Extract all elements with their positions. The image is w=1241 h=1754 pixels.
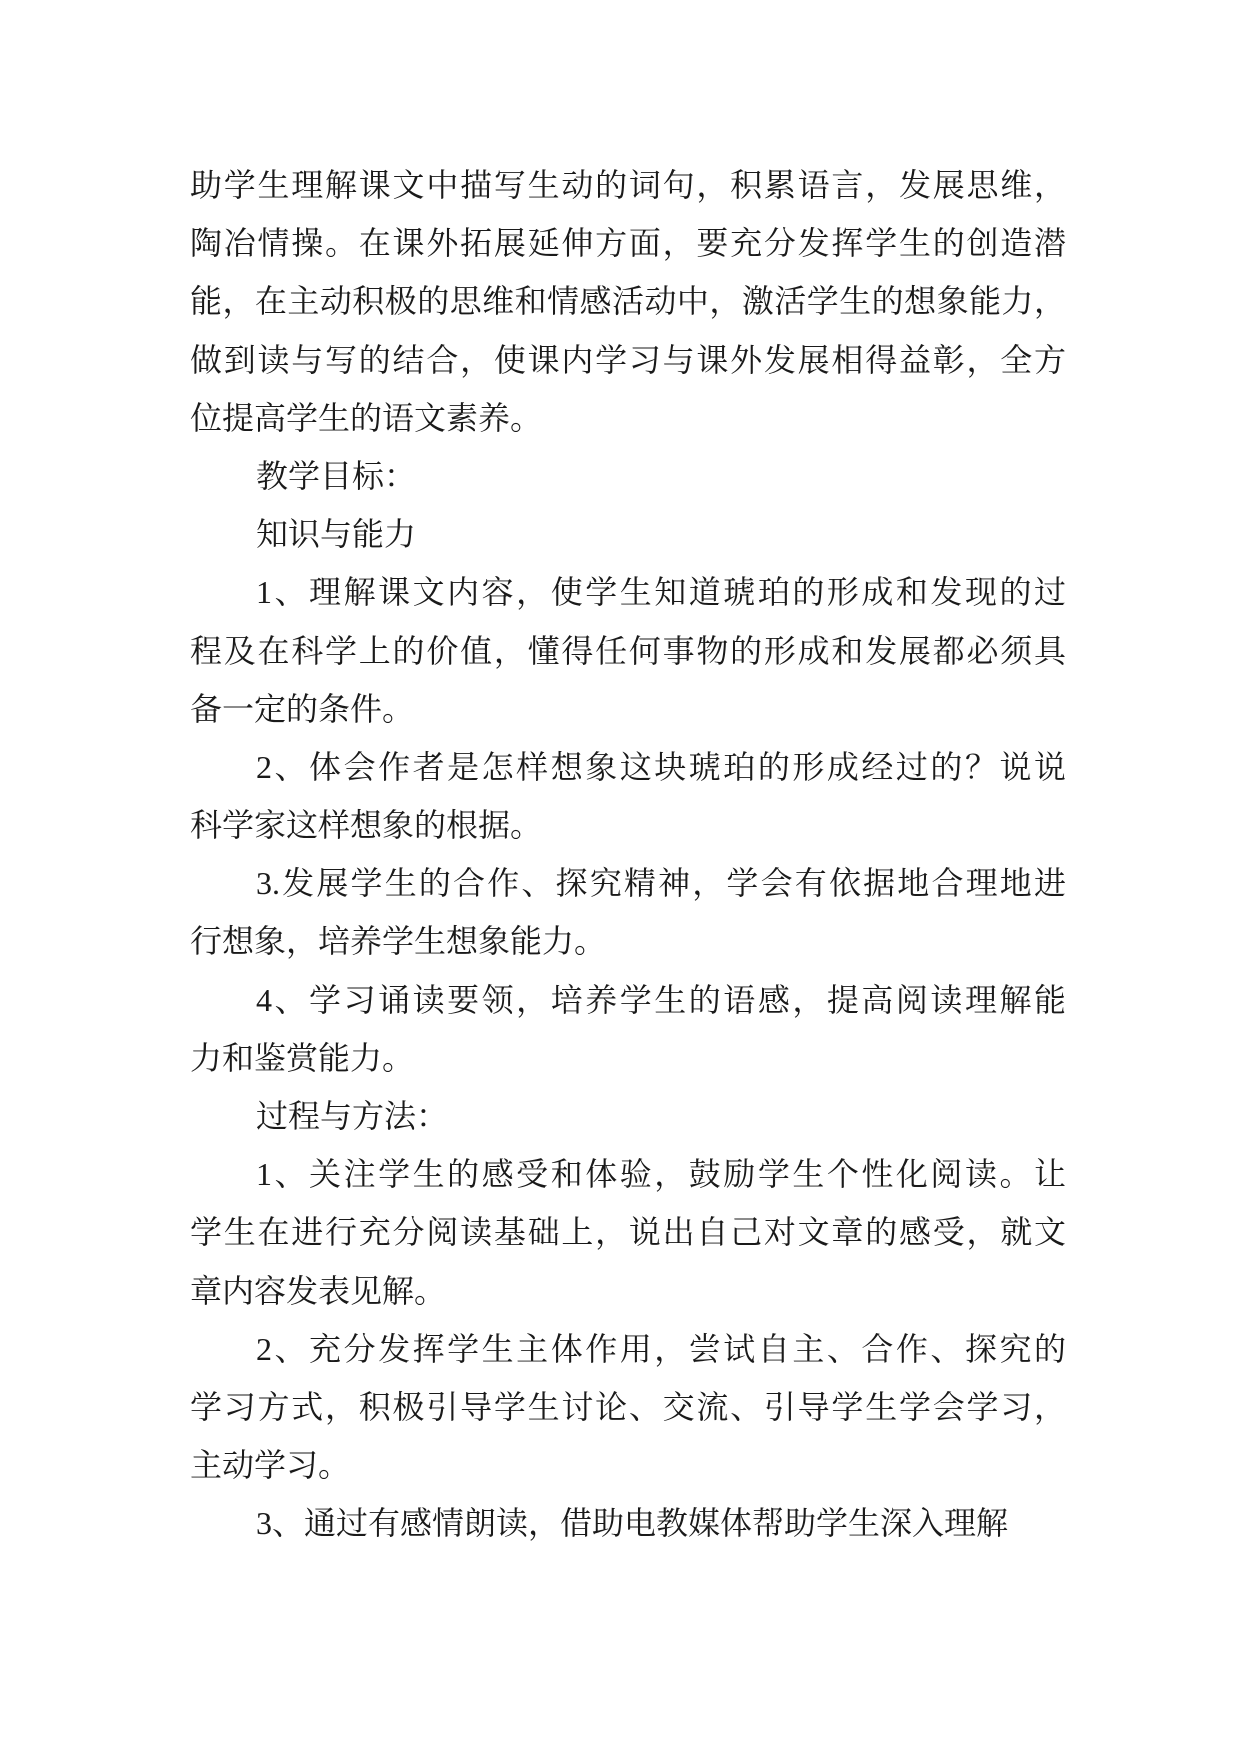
text-line: 1、理解课文内容，使学生知道琥珀的形成和发现的过 [256,574,1066,611]
text-line: 能，在主动积极的思维和情感活动中，激活学生的想象能力， [190,283,1066,320]
text-line: 力和鉴赏能力。 [190,1039,415,1076]
text-line: 章内容发表见解。 [190,1272,447,1309]
text-line: 行想象，培养学生想象能力。 [190,923,607,960]
document-text-block [190,156,1066,1553]
text-line: 4、学习诵读要领，培养学生的语感，提高阅读理解能 [256,981,1066,1018]
text-line: 教学目标： [256,457,417,494]
text-line: 学生在进行充分阅读基础上，说出自己对文章的感受，就文 [190,1214,1066,1251]
text-line: 备一定的条件。 [190,690,415,727]
text-line: 3、通过有感情朗读，借助电教媒体帮助学生深入理解 [256,1505,1009,1542]
text-line: 程及在科学上的价值，懂得任何事物的形成和发展都必须具 [190,632,1066,669]
text-line: 过程与方法： [256,1098,449,1134]
text-line: 3.发展学生的合作、探究精神，学会有依据地合理地进 [256,865,1066,902]
text-line: 做到读与写的结合，使课内学习与课外发展相得益彰，全方 [190,341,1066,378]
text-line: 学习方式，积极引导学生讨论、交流、引导学生学会学习， [190,1388,1066,1425]
text-line: 2、充分发挥学生主体作用，尝试自主、合作、探究的 [256,1330,1066,1367]
text-line: 主动学习。 [190,1447,351,1484]
text-line: 2、体会作者是怎样想象这块琥珀的形成经过的？说说 [256,748,1066,785]
text-line: 陶冶情操。在课外拓展延伸方面，要充分发挥学生的创造潜 [190,225,1066,262]
text-line: 科学家这样想象的根据。 [190,807,543,844]
text-line: 助学生理解课文中描写生动的词句，积累语言，发展思维， [190,167,1066,203]
text-line: 1、关注学生的感受和体验，鼓励学生个性化阅读。让 [256,1156,1066,1193]
text-line: 位提高学生的语文素养。 [190,399,543,436]
text-line: 知识与能力 [256,516,417,553]
